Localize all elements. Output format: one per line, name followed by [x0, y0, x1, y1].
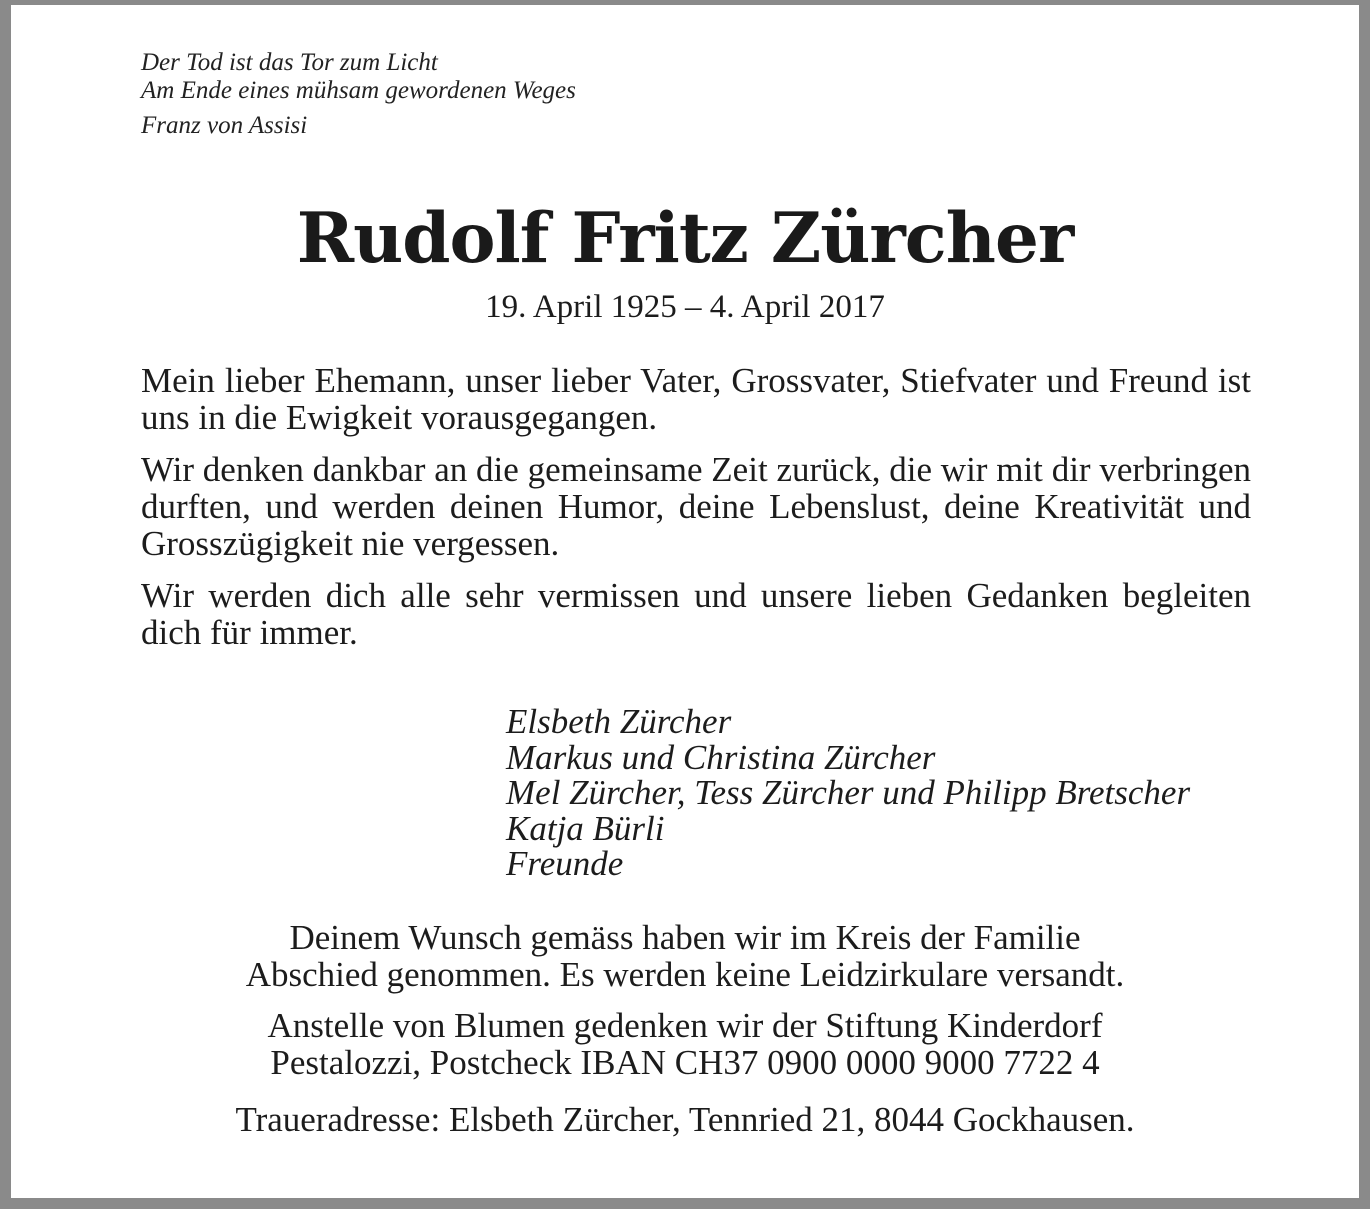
life-dates: 19. April 1925 – 4. April 2017: [485, 289, 885, 325]
donation-notice-line: Anstelle von Blumen gedenken wir der Stiftung Kinderdorf: [267, 1006, 1103, 1045]
mourner-name: Elsbeth Zürcher: [506, 702, 732, 741]
obituary-text: [141, 362, 1251, 666]
mourner-name: Freunde: [506, 844, 624, 883]
motto-author: Franz von Assisi: [141, 112, 308, 139]
mourners-list: [506, 704, 1190, 882]
motto-line: Am Ende eines mühsam gewordenen Weges: [141, 77, 576, 104]
obituary-footer: [11, 919, 1359, 1152]
mourning-address: Traueradresse: Elsbeth Zürcher, Tennried 21, 8044 Gockhausen.: [235, 1100, 1135, 1139]
funeral-notice-line: Abschied genommen. Es werden keine Leidzirkulare versandt.: [245, 955, 1125, 994]
donation-notice-line: Pestalozzi, Postcheck IBAN CH37 0900 0000 9000 7722 4: [270, 1043, 1100, 1082]
obituary-paragraph: Mein lieber Ehemann, unser lieber Vater, Grossvater, Stiefvater und Freund ist uns in die Ewigkeit vorausgegangen.: [141, 361, 1251, 437]
mourner-name: Markus und Christina Zürcher: [506, 737, 936, 777]
donation-notice: [11, 1007, 1359, 1081]
funeral-notice-line: Deinem Wunsch gemäss haben wir im Kreis der Familie: [289, 918, 1081, 957]
motto-line: Der Tod ist das Tor zum Licht: [141, 49, 438, 76]
mourner-name: Katja Bürli: [506, 808, 665, 848]
deceased-name: Rudolf Fritz Zürcher: [296, 198, 1074, 279]
motto-quote: [141, 49, 576, 140]
obituary-paragraph: Wir werden dich alle sehr vermissen und unsere lieben Gedanken begleiten dich für immer.: [141, 576, 1251, 652]
funeral-notice: [11, 919, 1359, 993]
obituary-paragraph: Wir denken dankbar an die gemeinsame Zeit zurück, die wir mit dir verbringen durften, und werden deinen Humor, deine Lebenslust, deine Kreativität und Grosszügigkeit nie vergessen.: [141, 450, 1251, 563]
mourner-name: Mel Zürcher, Tess Zürcher und Philipp Bretscher: [506, 773, 1191, 812]
